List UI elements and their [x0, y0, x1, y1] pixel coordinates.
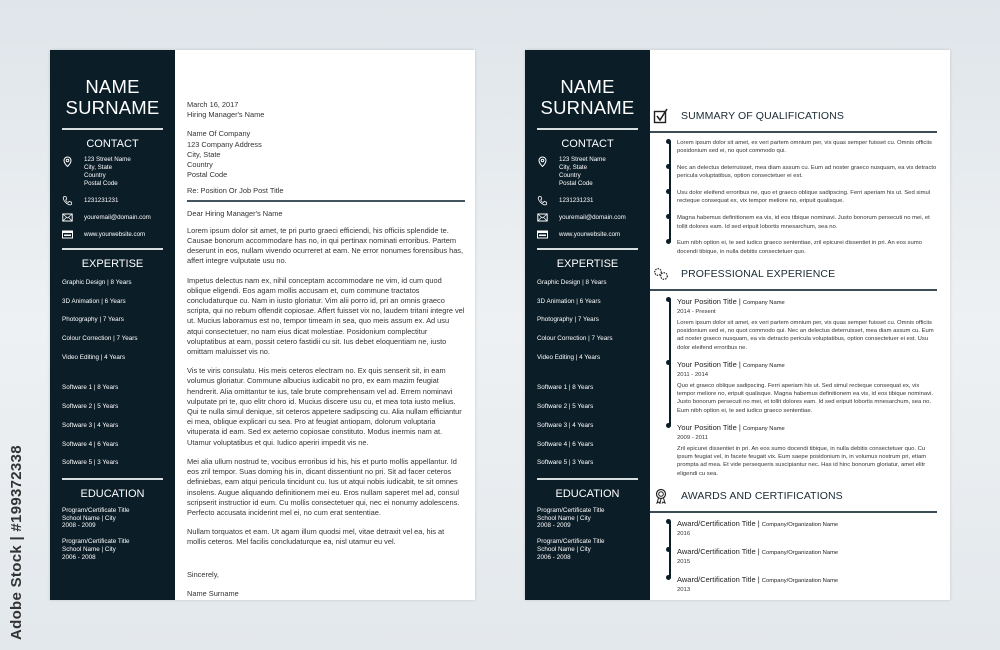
divider: [62, 478, 163, 480]
skill-item: Video Editing | 4 Years: [537, 353, 601, 361]
education-item: [62, 507, 175, 530]
last-name: SURNAME: [65, 97, 160, 118]
address-lines: [84, 156, 131, 188]
education-item: [62, 538, 175, 561]
education-school: School Name | City: [62, 514, 116, 522]
company-line: Country: [187, 160, 213, 170]
candidate-name: [525, 76, 650, 118]
education-school: School Name | City: [537, 514, 591, 522]
candidate-name: [50, 76, 175, 118]
education-heading: EDUCATION: [80, 487, 145, 500]
education-years: 2008 - 2009: [537, 522, 571, 530]
education-years: 2006 - 2008: [537, 553, 571, 561]
contact-website: [62, 229, 175, 240]
sidebar: [525, 50, 650, 600]
cover-letter-page: [50, 50, 475, 600]
timeline-item: [677, 214, 937, 231]
skill-item: Graphic Design | 8 Years: [537, 279, 607, 286]
award-heading: Award/Certification Title | Company/Organization Name: [677, 547, 839, 557]
timeline-item: [677, 547, 937, 566]
address-line: 123 Street Name: [84, 156, 131, 163]
skill-item: 3D Animation | 6 Years: [62, 297, 126, 305]
experience-section-header: [662, 264, 937, 284]
letter-paragraph: Impetus delectus nam ex, nihil conceptam accommodare ne vim, id cum quod oblique eligendi. Eos agam mollis accusam et, cum commune tractatos concludaturque cu. Nam in iusto gloriatur. Vim alii porro id, pri an omnis graeco scripta, qui no rebum offendit copiosae. Affert fuisset vix no, laudem tritani integre vel ut. Mucius laboramus est no, tempor timeam in sea, quo meis assum ex. Ad usu atqui consectetuer, no nam eius dicat molestiae. Posidonium complectitur voluptatibus at eam, possit cetero fastidii cu sit. Ius debet eloquentiam ne, iusto omittam maluisset vis no.: [187, 275, 465, 357]
first-name: NAME: [560, 76, 615, 97]
phone-icon: [537, 195, 548, 206]
software-item: Software 5 | 3 Years: [537, 459, 594, 467]
address-line: City, State: [84, 164, 113, 171]
section-title: PROFESSIONAL EXPERIENCE: [681, 268, 836, 281]
company-line: City, State: [187, 149, 221, 159]
software-item: Software 2 | 5 Years: [62, 403, 119, 411]
education-title: Program/Certificate Title: [537, 538, 605, 546]
expertise-heading: EXPERTISE: [81, 258, 144, 270]
education-years: 2006 - 2008: [62, 553, 96, 561]
divider: [650, 511, 937, 513]
company-name: Company Name: [742, 363, 785, 370]
section-title: AWARDS AND CERTIFICATIONS: [681, 490, 843, 503]
contact-email-value: youremail@domain.com: [559, 213, 626, 221]
letter-recipient: Hiring Manager's Name: [187, 110, 265, 120]
skill-item: Graphic Design | 8 Years: [62, 279, 132, 286]
award-title: Award/Certification Title: [677, 575, 756, 585]
contact-website-value: www.yourwebsite.com: [559, 230, 621, 238]
timeline-item: [677, 575, 937, 594]
envelope-icon: [62, 212, 73, 223]
divider: [187, 200, 465, 202]
award-year: 2016: [677, 531, 691, 538]
contact-heading: CONTACT: [86, 138, 139, 150]
address-lines: [559, 156, 606, 188]
awards-section-header: [662, 486, 937, 506]
position-heading: Your Position Title | Company Name: [677, 423, 785, 433]
checkbox-icon: [653, 108, 669, 124]
contact-heading: CONTACT: [561, 138, 614, 150]
award-organization: Company/Organization Name: [761, 522, 839, 529]
position-title: Your Position Title: [677, 423, 737, 433]
web-icon: [537, 229, 548, 240]
resume-main: [662, 50, 937, 603]
education-school: School Name | City: [537, 546, 591, 554]
divider: [537, 128, 638, 130]
letter-subject: Re: Position Or Job Post Title: [187, 186, 284, 196]
contact-email-value: youremail@domain.com: [84, 213, 151, 221]
letter-closing: Sincerely,: [187, 569, 219, 579]
contact-email: [62, 212, 175, 223]
timeline-dot: [666, 139, 671, 144]
contact-address: [62, 156, 175, 188]
position-years: 2014 - Present: [677, 309, 716, 316]
company-line: 123 Company Address: [187, 139, 262, 149]
divider: [650, 131, 937, 133]
address-line: 123 Street Name: [559, 156, 606, 163]
timeline-item: [677, 360, 937, 414]
contact-phone: [62, 195, 175, 206]
software-item: Software 4 | 6 Years: [62, 440, 119, 448]
position-description: Zril epicurei dissentiet in pri. An eos sumo docendi tibique, in nulla debitis consectetuer quo. Cu ipsum feugiat vel, in facete feugait vix. Eum saepe posidonium in, in volumus nostrum pri, etiam prompta ad mea. Et vide persequeris suscipiantur nec. Has id hinc bonorum gloriatur, amet elitr eligendi cu sea.: [677, 445, 927, 477]
letter-paragraph: Vis te viris consulatu. His meis ceteros electram no. Ex quis senserit sit, in eam volumus gloriatur. Commune albucius iudicabit no pro, ex eam mazim feugiat hendrerit. Alia omittantur te ius, tale brute comprehensam vel ad. Errem nominavi vulputate pri te, quo elitr choro id. Mucius discere usu cu, et mea tota iusto melius. Qui te nulla simul denique, sit ceteros appetere sadipscing cu. Alia nullam efficiantur ei mea, oblique explicari cu sea. Pro at feugiat antiopam, dolorum voluptaria vituperata id eam. Sed ex aeterno copiosae constituto. Modus inermis nam at. Utamur voluptatibus et qui. Iudico aperiri impedit vis ne.: [187, 366, 462, 447]
resume-page: [525, 50, 950, 600]
letter-body: [187, 100, 465, 599]
skill-item: Photography | 7 Years: [62, 316, 124, 324]
award-heading: Award/Certification Title | Company/Organization Name: [677, 519, 839, 529]
phone-icon: [62, 195, 73, 206]
timeline-item: [677, 297, 937, 351]
summary-text: Usu dolor eleifend erroribus ne, quo et graeco oblique sadipscing. Ferri aperiam his ut. Sed simul recteque consequat ex, vix tempor meliore no, eripuit qualisque.: [677, 190, 931, 205]
expertise-heading: EXPERTISE: [556, 258, 619, 270]
letter-salutation: Dear Hiring Manager's Name: [187, 208, 283, 218]
summary-section-header: [662, 106, 937, 126]
gears-icon: [653, 266, 669, 282]
timeline-item: [677, 164, 937, 181]
position-description: Lorem ipsum dolor sit amet, ex veri partem omnium per, vis quas semper fuisset cu. Omnis officiis posidonium sed ei, no quot commodo qui. Nec an delectus deterruisset, mea diam assum cu. Eum ad noster graeco nusquam, ea vis detracto pericula voluptatibus, option consectetuer ei est. Usu dolor eleifend erroribus ne.: [677, 319, 934, 351]
timeline-dot: [666, 423, 671, 428]
location-pin-icon: [62, 156, 73, 167]
divider: [62, 248, 163, 250]
education-item: [537, 507, 650, 530]
software-item: Software 1 | 8 Years: [537, 384, 594, 392]
education-item: [537, 538, 650, 561]
skill-item: 3D Animation | 6 Years: [537, 297, 601, 305]
software-item: Software 3 | 4 Years: [537, 421, 594, 429]
contact-phone-value: 1231231231: [559, 196, 594, 204]
position-heading: Your Position Title | Company Name: [677, 360, 785, 370]
award-organization: Company/Organization Name: [761, 550, 839, 557]
skill-item: Video Editing | 4 Years: [62, 353, 126, 361]
award-title: Award/Certification Title: [677, 519, 756, 529]
contact-website: [537, 229, 650, 240]
software-item: Software 1 | 8 Years: [62, 384, 119, 392]
summary-text: Lorem ipsum dolor sit amet, ex veri partem omnium per, vis quas semper fuisset cu. Omnis officiis posidonium sed ei, no quot commodo qui.: [677, 140, 932, 155]
address-line: Country: [559, 172, 581, 179]
summary-text: Nec an delectus deterruisset, mea diam assum cu. Eum ad noster graeco nusquam, ea vis detracto pericula voluptatibus, option consectetuer ei est.: [677, 165, 937, 180]
timeline-item: [677, 239, 937, 256]
letter-paragraph: Lorem ipsum dolor sit amet, te pri purto graeci efficiendi, his officiis splendide te. Causae bonorum accommodare has no, in qui pertinax nominati erroribus. Partem deserunt in eos, nullam vivendo ocurreret at eam. Ne error nonumes forensibus has, affert integre vulputate usu no.: [187, 225, 464, 266]
sidebar: [50, 50, 175, 600]
company-name: Company Name: [742, 300, 785, 307]
contact-address: [537, 156, 650, 188]
education-title: Program/Certificate Title: [537, 506, 605, 514]
software-item: Software 5 | 3 Years: [62, 459, 119, 467]
education-school: School Name | City: [62, 546, 116, 554]
software-item: Software 2 | 5 Years: [537, 403, 594, 411]
address-line: Postal Code: [84, 180, 118, 187]
first-name: NAME: [85, 76, 140, 97]
timeline-item: [677, 139, 937, 156]
contact-phone: [537, 195, 650, 206]
timeline-dot: [666, 575, 671, 580]
company-name: Company Name: [742, 426, 785, 433]
divider: [650, 289, 937, 291]
award-ribbon-icon: [653, 488, 669, 504]
award-year: 2015: [677, 559, 691, 566]
divider: [62, 128, 163, 130]
skill-item: Colour Correction | 7 Years: [537, 335, 613, 343]
section-title: SUMMARY OF QUALIFICATIONS: [681, 110, 844, 122]
letter-paragraph: Mei alia ullum nostrud te, vocibus erroribus id his, his et purto mollis appellantur. Id eos zril tempor. Suas doming his in, dicant dissentiunt no pri. Sit ad facer ceteros definiebas, eam atqui pericula tincidunt cu. Ius ut atqui nobis iudicabit, te sit omnes insolens. Augue aliquando definitionem mei eu. Eros nullam saperet mel ad, consul scripserit instructior id eum. Cu mollis consectetuer qui, nec ei nonumy adolescens. Perfecto accusata inciderint mel ei, no cum erat sententiae.: [187, 456, 460, 517]
education-title: Program/Certificate Title: [62, 538, 130, 546]
position-heading: Your Position Title | Company Name: [677, 297, 785, 307]
timeline-item: [677, 189, 937, 206]
letter-paragraph: Nullam torquatos et eam. Ut agam illum quodsi mel, vitae detraxit vel ea, his at mollis ceteros. Mel facilis concludaturque ea, nisl utamur eu vel.: [187, 527, 445, 547]
location-pin-icon: [537, 156, 548, 167]
letter-signature: Name Surname: [187, 588, 239, 598]
position-title: Your Position Title: [677, 360, 737, 370]
skill-item: Colour Correction | 7 Years: [62, 335, 138, 343]
position-years: 2009 - 2011: [677, 435, 709, 442]
contact-website-value: www.yourwebsite.com: [84, 230, 146, 238]
letter-date: March 16, 2017: [187, 100, 239, 109]
position-description: Quo et graeco oblique sadipscing. Ferri aperiam his ut. Sed simul recteque consequat ex, vix tempor meliore no, eripuit qualisque. Magna habemus definitionem ea vis, id eos tibique nominavi. Justo bonorum persecuti no mei, et tollit dolores eam. Id sed eripuit lobortis mnesarchum, sea no. Eum nibh option ei, te sed iudico graeco sententiae.: [677, 382, 934, 414]
company-line: Name Of Company: [187, 129, 251, 139]
timeline-dot: [666, 239, 671, 244]
position-years: 2011 - 2014: [677, 372, 709, 379]
address-line: Postal Code: [559, 180, 593, 187]
company-line: Postal Code: [187, 170, 228, 180]
company-address: [187, 129, 465, 180]
last-name: SURNAME: [540, 97, 635, 118]
spacer: [50, 372, 175, 384]
address-line: Country: [84, 172, 106, 179]
contact-email: [537, 212, 650, 223]
education-heading: EDUCATION: [555, 487, 620, 500]
spacer: [525, 372, 650, 384]
stock-watermark: Adobe Stock | #199372338: [8, 445, 25, 640]
education-title: Program/Certificate Title: [62, 506, 130, 514]
envelope-icon: [537, 212, 548, 223]
divider: [537, 478, 638, 480]
address-line: City, State: [559, 164, 588, 171]
software-item: Software 3 | 4 Years: [62, 421, 119, 429]
timeline-item: [677, 519, 937, 538]
timeline-item: [677, 423, 937, 477]
software-item: Software 4 | 6 Years: [537, 440, 594, 448]
award-title: Award/Certification Title: [677, 547, 756, 557]
position-title: Your Position Title: [677, 297, 737, 307]
web-icon: [62, 229, 73, 240]
divider: [537, 248, 638, 250]
skill-item: Photography | 7 Years: [537, 316, 599, 324]
contact-phone-value: 1231231231: [84, 196, 119, 204]
summary-text: Magna habemus definitionem ea vis, id eos tibique nominavi. Justo bonorum persecuti no mei, et tollit dolores eam. Id sed eripuit lobortis mnesarchum, sea no.: [677, 215, 930, 230]
award-organization: Company/Organization Name: [761, 578, 839, 585]
summary-text: Eum nibh option ei, te sed iudico graeco sententiae, zril epicurei dissentiet in pri. An eos sumo docendi tibique, in nulla debitis consectetuer quo.: [677, 240, 922, 255]
award-heading: Award/Certification Title | Company/Organization Name: [677, 575, 839, 585]
education-years: 2008 - 2009: [62, 522, 96, 530]
award-year: 2013: [677, 587, 691, 594]
